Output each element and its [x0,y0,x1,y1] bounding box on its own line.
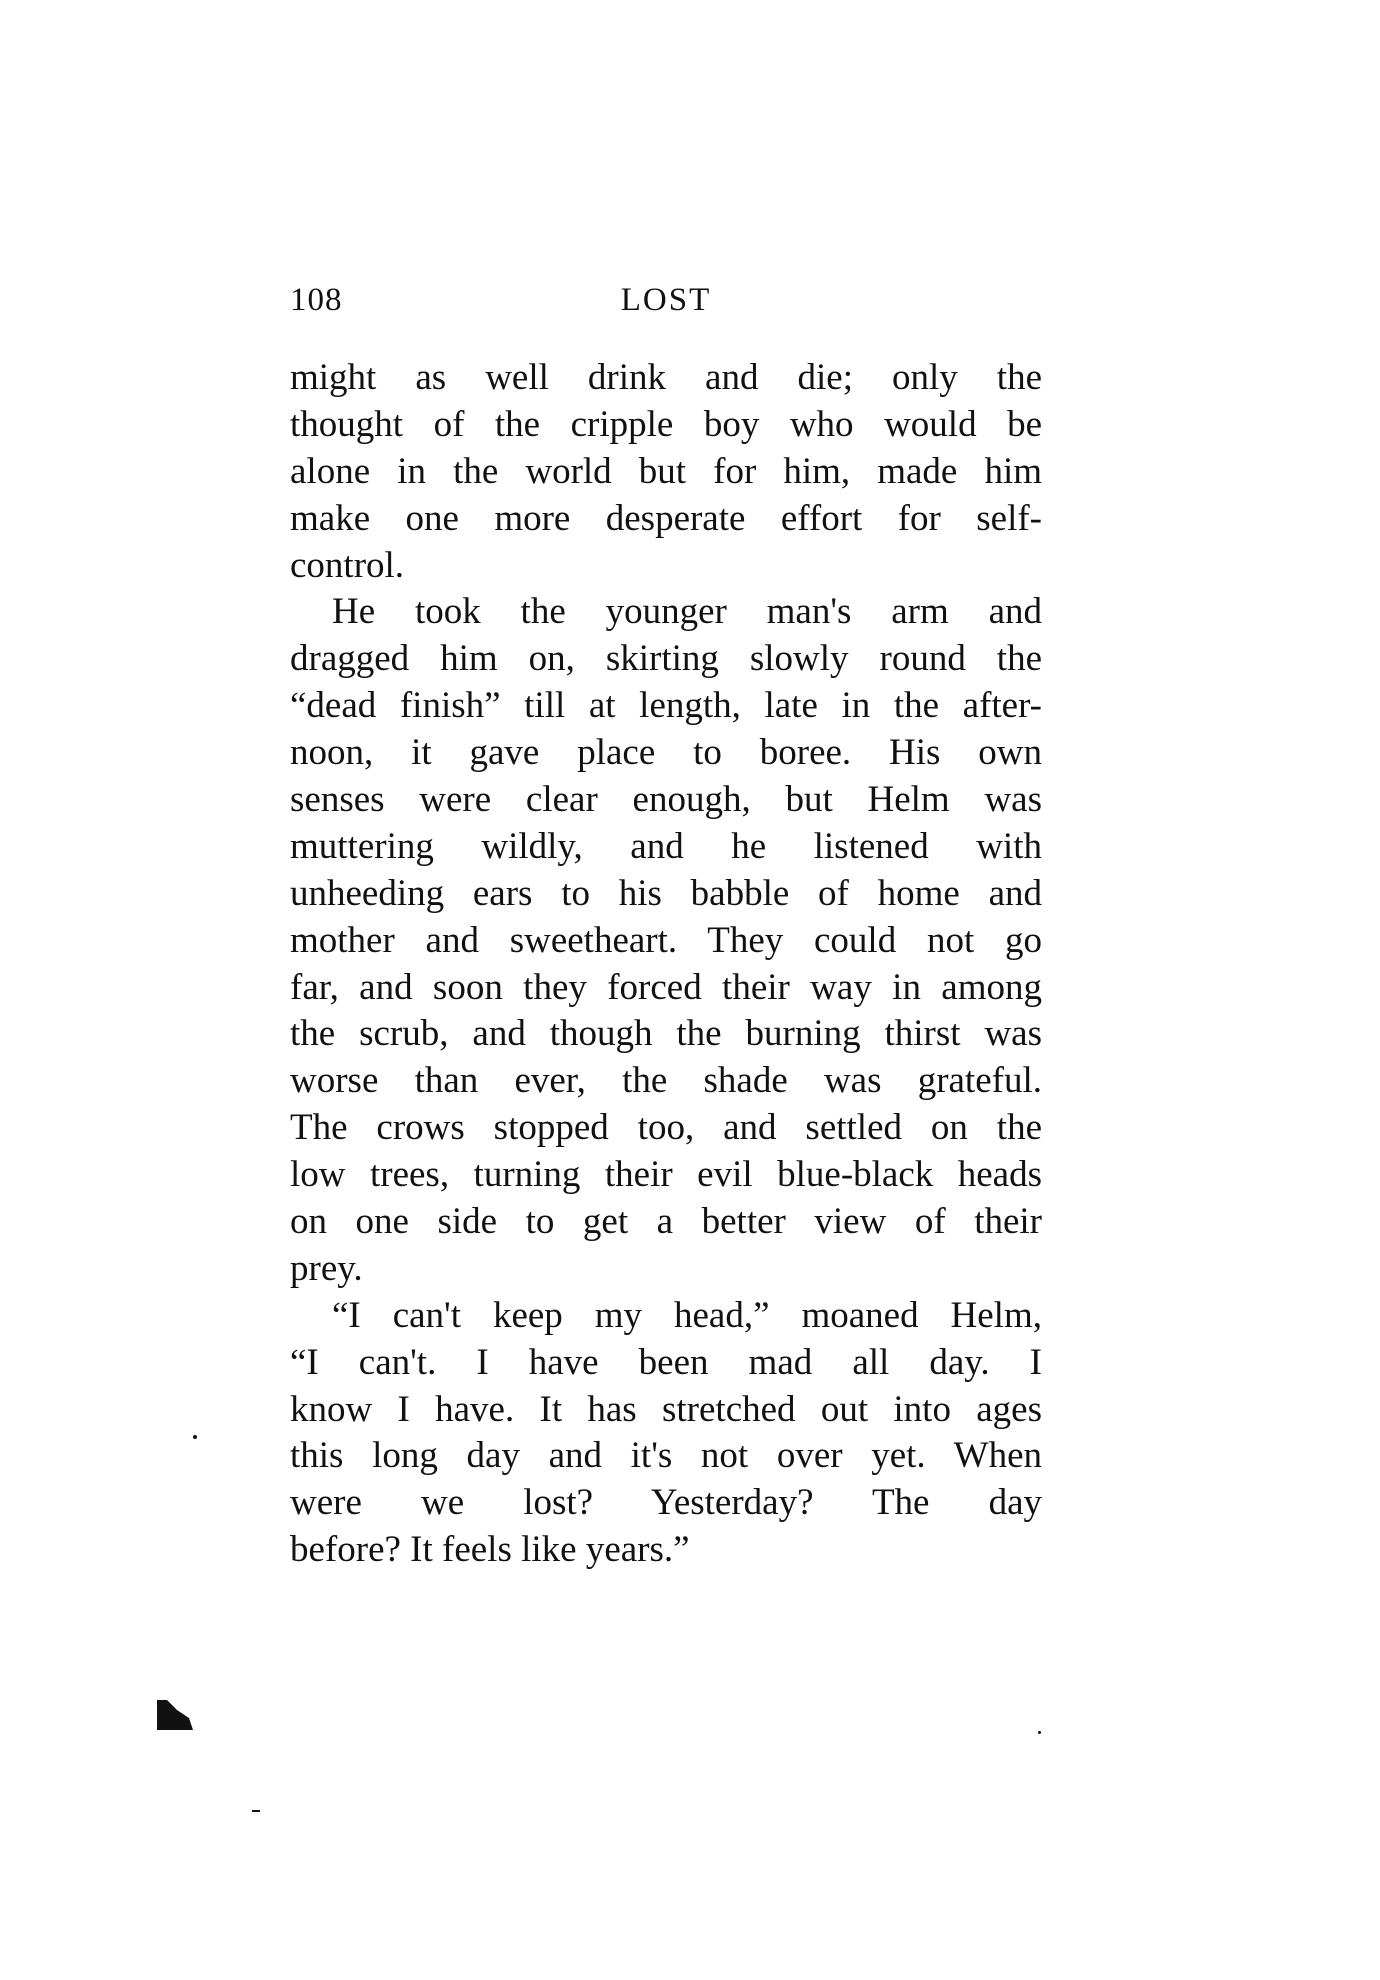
scan-speck [252,1810,260,1812]
text-line: “I can't. I have been mad all day. I [290,1341,1042,1383]
text-line: dragged him on, skirting slowly round the [290,638,1042,680]
paragraph-first-line: He took the younger man's arm and [332,591,1042,633]
text-line: control. [290,544,405,586]
page-number: 108 [290,282,343,318]
text-line: unheeding ears to his babble of home and [290,872,1042,914]
text-line: before? It feels like years.” [290,1529,690,1571]
text-line: senses were clear enough, but Helm was [290,779,1042,821]
text-line: mother and sweetheart. They could not go [290,919,1042,961]
running-title: LOST [620,282,712,318]
text-line: low trees, turning their evil blue-black heads [290,1154,1042,1196]
text-line: far, and soon they forced their way in among [290,966,1042,1008]
text-line: thought of the cripple boy who would be [290,403,1042,445]
text-line: alone in the world but for him, made him [290,450,1042,492]
text-line: on one side to get a better view of their [290,1201,1042,1243]
text-line: noon, it gave place to boree. His own [290,732,1042,774]
page-header [290,278,1042,322]
scan-speck [193,1435,197,1439]
text-line: worse than ever, the shade was grateful. [290,1060,1042,1102]
scan-speck [1038,1731,1041,1734]
text-line: the scrub, and though the burning thirst was [290,1013,1042,1055]
text-line: prey. [290,1247,363,1289]
body-text [290,355,1042,1574]
ink-blot [155,1698,199,1732]
text-line: “dead finish” till at length, late in the after- [290,685,1042,727]
paragraph-first-line: “I can't keep my head,” moaned Helm, [332,1294,1042,1336]
text-line: know I have. It has stretched out into ages [290,1388,1042,1430]
text-line: this long day and it's not over yet. When [290,1435,1042,1477]
text-line: muttering wildly, and he listened with [290,825,1042,867]
text-line: were we lost? Yesterday? The day [290,1482,1042,1524]
text-line: might as well drink and die; only the [290,357,1042,398]
text-line: The crows stopped too, and settled on the [290,1107,1042,1149]
text-line: make one more desperate effort for self- [290,497,1042,539]
